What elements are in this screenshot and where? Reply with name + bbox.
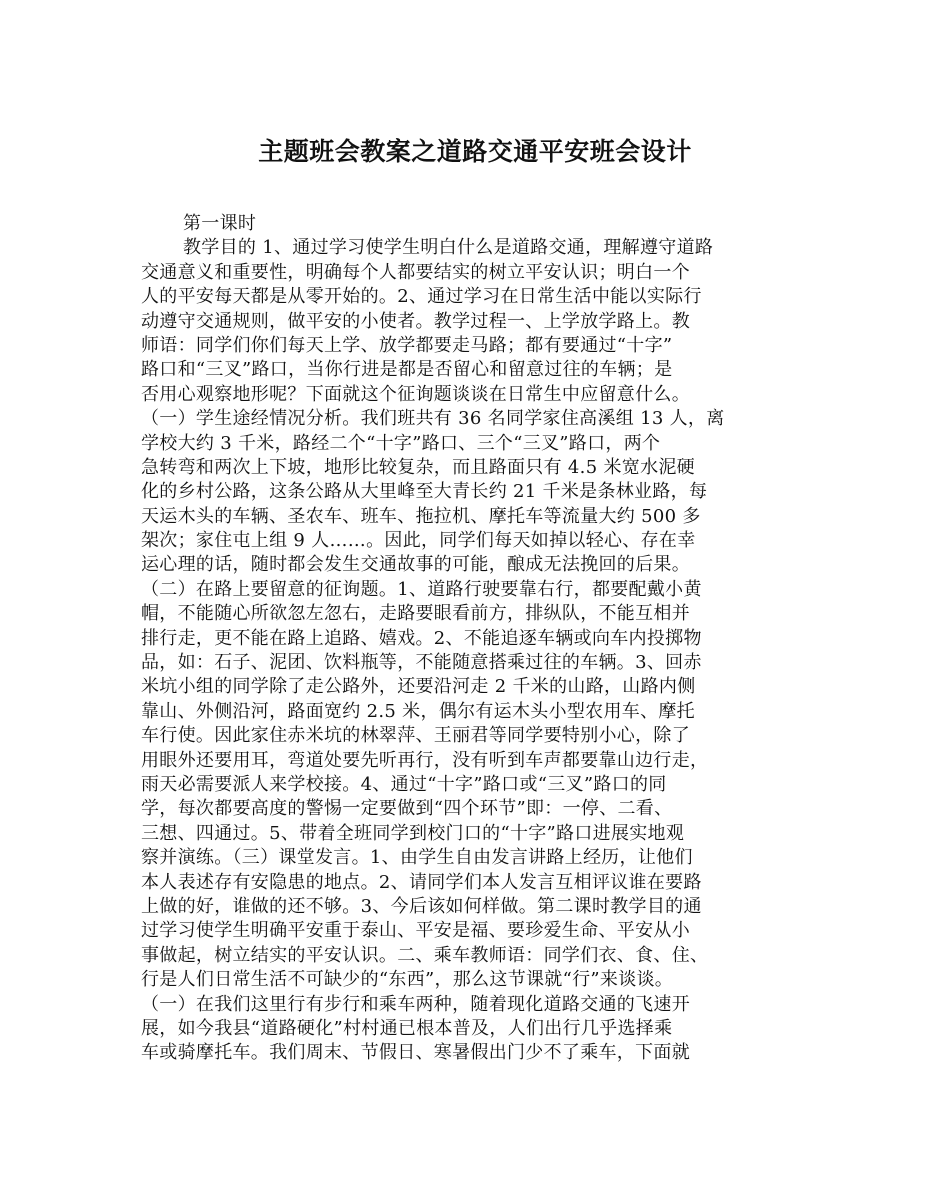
body-line: 学，每次都要高度的警惕一定要做到“四个环节”即：一停、二看、: [141, 798, 673, 820]
body-line: 路口和“三叉”路口，当你行进是都是否留心和留意过往的车辆；是: [141, 359, 673, 381]
body-line: 帽，不能随心所欲忽左忽右，走路要眼看前方，排纵队，不能互相并: [141, 603, 690, 625]
document-title: 主题班会教案之道路交通平安班会设计: [258, 137, 692, 166]
body-line: 过学习使学生明确平安重于泰山、平安是福、要珍爱生命、平安从小: [141, 920, 690, 942]
body-line: 展，如今我县“道路硬化”村村通已根本普及，人们出行几乎选择乘: [141, 1017, 673, 1039]
body-line: （一）学生途经情况分析。我们班共有 36 名同学家住高溪组 13 人，离: [141, 408, 725, 430]
body-line: 上做的好，谁做的还不够。3、今后该如何样做。第二课时教学目的通: [141, 895, 702, 917]
body-line: 第一课时: [183, 213, 257, 234]
body-line: 事做起，树立结实的平安认识。二、乘车教师语：同学们衣、食、住、: [141, 944, 709, 966]
body-line: 靠山、外侧沿河，路面宽约 2.5 米，偶尔有运木头小型农用车、摩托: [141, 700, 695, 722]
body-line: 米坑小组的同学除了走公路外，还要沿河走 2 千米的山路，山路内侧: [141, 676, 696, 698]
body-line: 车或骑摩托车。我们周末、节假日、寒暑假出门少不了乘车，下面就: [141, 1042, 690, 1064]
body-line: 急转弯和两次上下坡，地形比较复杂，而且路面只有 4.5 米宽水泥硬: [141, 456, 695, 478]
body-line: （一）在我们这里行有步行和乘车两种，随着现化道路交通的飞速开: [141, 993, 690, 1015]
body-line: 动遵守交通规则，做平安的小使者。教学过程一、上学放学路上。教: [141, 310, 690, 332]
body-line: 运心理的话，随时都会发生交通故事的可能，酿成无法挽回的后果。: [141, 554, 690, 576]
body-line: 架次；家住屯上组 9 人……。因此，同学们每天如掉以轻心、存在幸: [141, 530, 696, 552]
body-line: 人的平安每天都是从零开始的。2、通过学习在日常生活中能以实际行: [141, 286, 702, 308]
body-line: 学校大约 3 千米，路经二个“十字”路口、三个“三叉”路口，两个: [141, 432, 661, 454]
body-line: 雨天必需要派人来学校接。4、通过“十字”路口或“三叉”路口的同: [141, 773, 667, 795]
body-line: 否用心观察地形呢？下面就这个征询题谈谈在日常生中应留意什么。: [141, 383, 690, 405]
body-line: 师语：同学们你们每天上学、放学都要走马路；都有要通过“十字”: [141, 334, 673, 356]
body-line: 排行走，更不能在路上追路、嬉戏。2、不能追逐车辆或向车内投掷物: [141, 627, 702, 649]
document-body: [141, 212, 825, 1066]
body-line: 用眼外还要用耳，弯道处要先听再行，没有听到车声都要靠山边行走，: [141, 749, 709, 771]
body-line: 教学目的 1、通过学习使学生明白什么是道路交通，理解遵守道路: [183, 237, 714, 259]
body-line: 察并演练。（三）课堂发言。1、由学生自由发言讲路上经历，让他们: [141, 847, 693, 869]
body-line: 车行使。因此家住赤米坑的林翠萍、王丽君等同学要特别小心，除了: [141, 725, 690, 747]
body-line: 本人表述存有安隐患的地点。2、请同学们本人发言互相评议谁在要路: [141, 871, 702, 893]
body-line: 交通意义和重要性，明确每个人都要结实的树立平安认识；明白一个: [141, 261, 690, 283]
body-line: 天运木头的车辆、圣农车、班车、拖拉机、摩托车等流量大约 500 多: [141, 505, 701, 527]
body-line: 行是人们日常生活不可缺少的“东西”，那么这节课就“行”来谈谈。: [141, 969, 674, 991]
body-line: 品，如：石子、泥团、饮料瓶等，不能随意搭乘过往的车辆。3、回赤: [141, 652, 702, 674]
body-line: （二）在路上要留意的征询题。1、道路行驶要靠右行，都要配戴小黄: [141, 578, 702, 600]
body-line: 化的乡村公路，这条公路从大里峰至大青长约 21 千米是条林业路，每: [141, 481, 708, 503]
body-line: 三想、四通过。5、带着全班同学到校门口的“十字”路口进展实地观: [141, 822, 685, 844]
